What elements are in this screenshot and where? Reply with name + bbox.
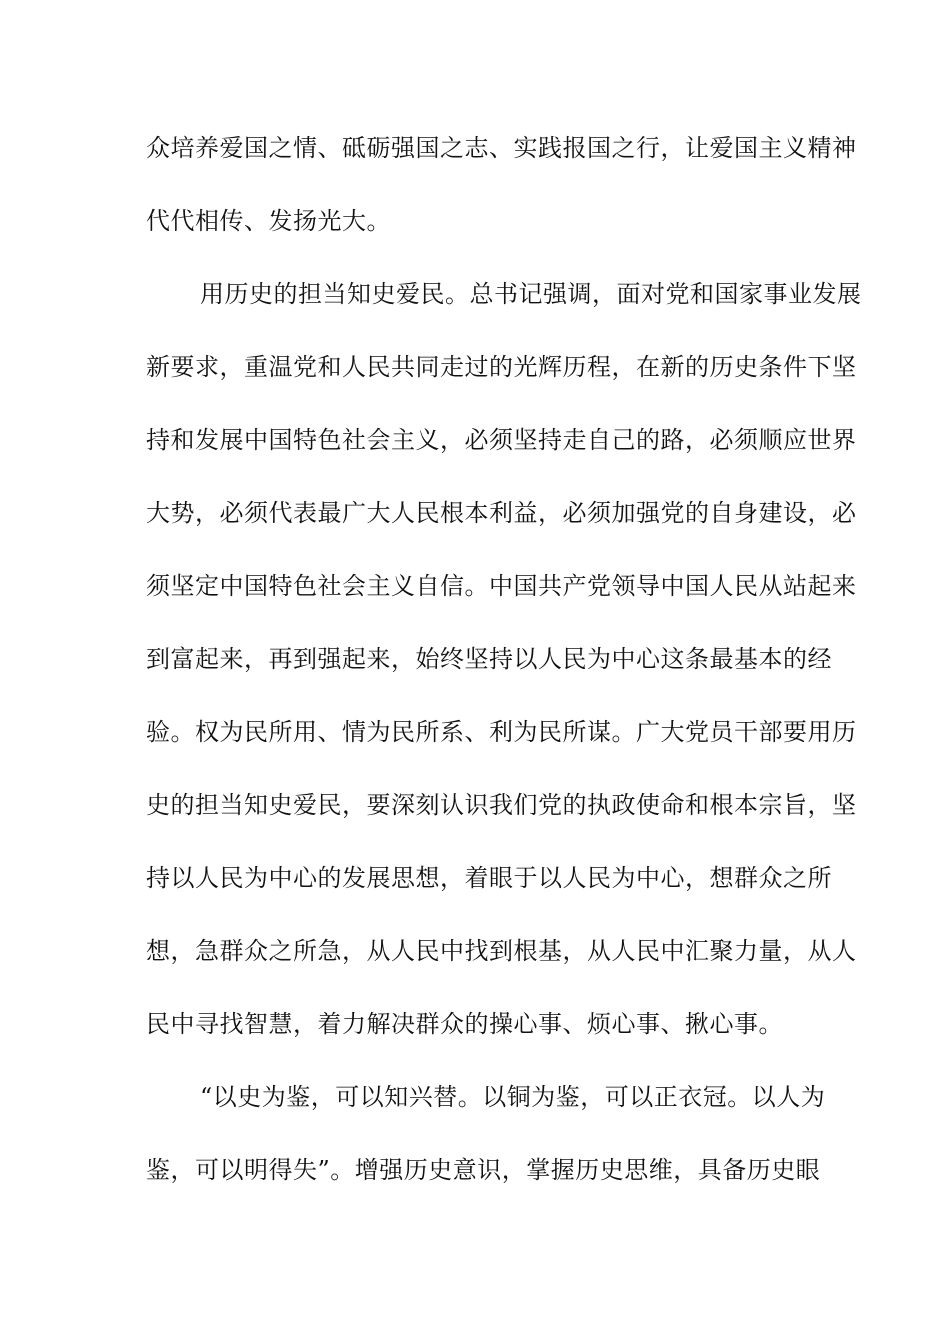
text-line: 大势，必须代表最广大人民根本利益，必须加强党的自身建设，必 [146, 499, 857, 527]
text-line: 须坚定中国特色社会主义自信。中国共产党领导中国人民从站起来 [146, 572, 857, 600]
text-line: 民中寻找智慧，着力解决群众的操心事、烦心事、揪心事。 [146, 1010, 783, 1038]
text-line: 代代相传、发扬光大。 [146, 207, 391, 235]
body-text [146, 118, 862, 1213]
text-line: 史的担当知史爱民，要深刻认识我们党的执政使命和根本宗旨，坚 [146, 791, 857, 819]
text-line: 到富起来，再到强起来，始终坚持以人民为中心这条最基本的经 [146, 645, 832, 673]
text-line: 鉴，可以明得失”。增强历史意识，掌握历史思维，具备历史眼 [146, 1156, 821, 1184]
text-line: 想，急群众之所急，从人民中找到根基，从人民中汇聚力量，从人 [146, 937, 857, 965]
paragraph-start-line: “以史为鉴，可以知兴替。以铜为鉴，可以正衣冠。以人为 [200, 1083, 826, 1111]
text-line: 新要求，重温党和人民共同走过的光辉历程，在新的历史条件下坚 [146, 353, 857, 381]
text-line: 持和发展中国特色社会主义，必须坚持走自己的路，必须顺应世界 [146, 426, 857, 454]
text-line: 持以人民为中心的发展思想，着眼于以人民为中心，想群众之所 [146, 864, 832, 892]
text-line: 验。权为民所用、情为民所系、利为民所谋。广大党员干部要用历 [146, 718, 857, 746]
text-line: 众培养爱国之情、砥砺强国之志、实践报国之行，让爱国主义精神 [146, 134, 857, 162]
paragraph-start-line: 用历史的担当知史爱民。总书记强调，面对党和国家事业发展 [200, 280, 862, 308]
